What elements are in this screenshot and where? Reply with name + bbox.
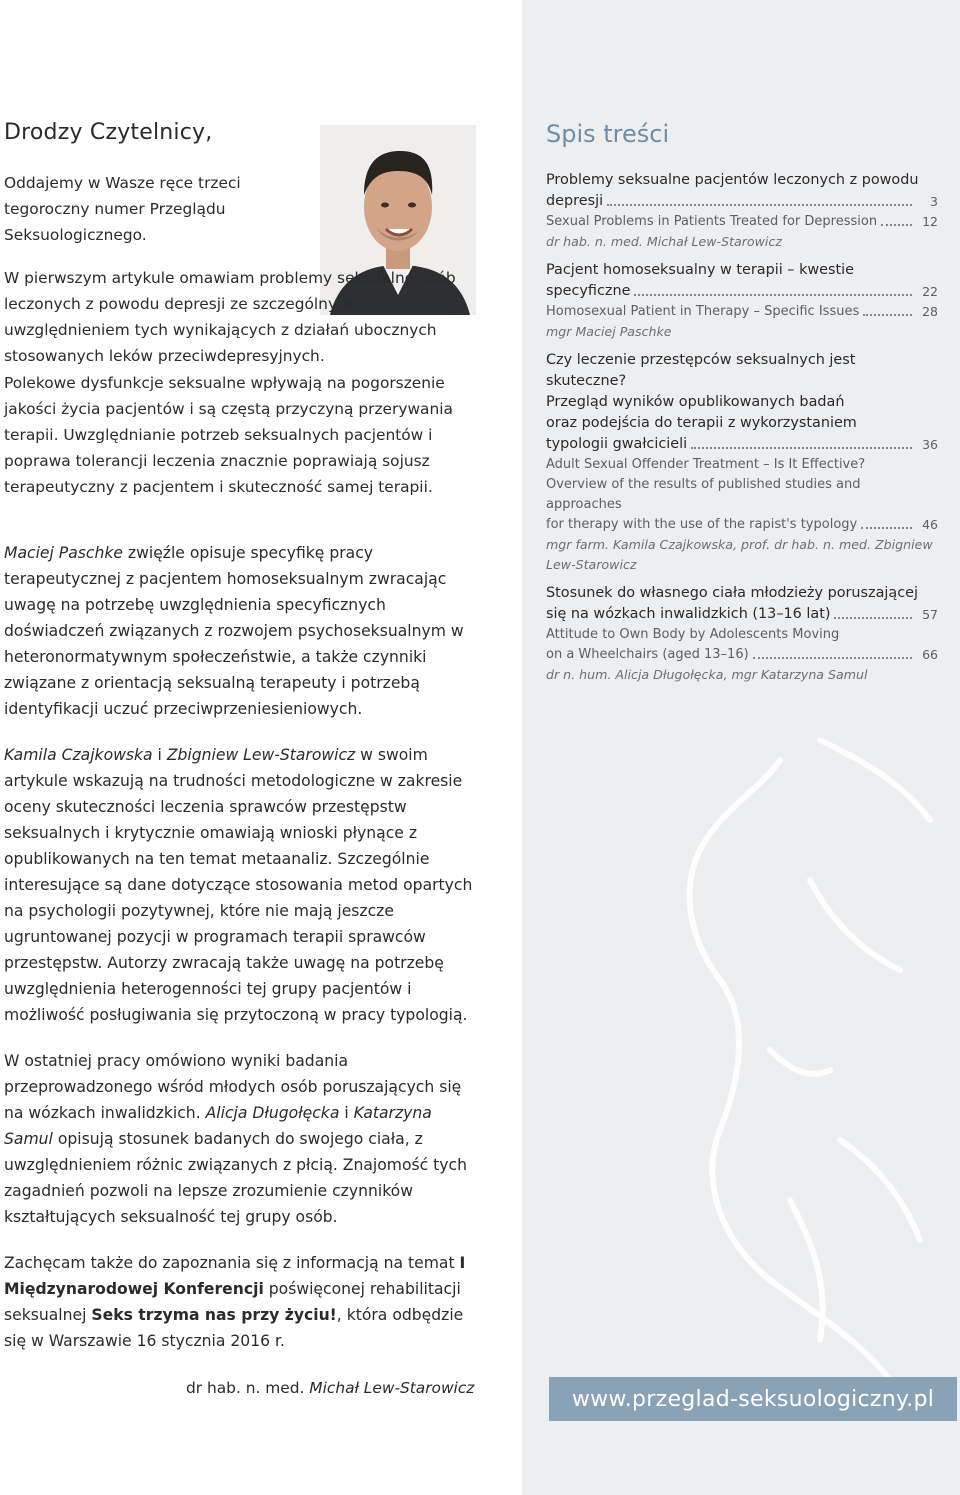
toc-en-line: [546, 645, 938, 665]
dot-leader: [753, 657, 912, 659]
paschke-paragraph: [4, 540, 476, 722]
website-link[interactable]: www.przeglad-seksuologiczny.pl: [549, 1377, 957, 1421]
conjunction: i: [152, 746, 167, 764]
toc-page-number: 22: [922, 284, 938, 299]
toc-pl-title: oraz podejścia do terapii z wykorzystaniem: [546, 415, 857, 431]
toc-pl-title: Problemy seksualne pacjentów leczonych z powodu: [546, 172, 919, 188]
toc-pl-title-last: depresji: [546, 193, 604, 209]
conference-paragraph: [4, 1250, 476, 1354]
toc-page-number: 3: [930, 194, 938, 209]
toc-en-title: Homosexual Patient in Therapy – Specific Issues: [546, 304, 860, 319]
toc-title: Spis treści: [546, 120, 670, 148]
toc-en-title: Adult Sexual Offender Treatment – Is It Effective?: [546, 457, 866, 472]
signature-name: Michał Lew-Starowicz: [309, 1379, 475, 1397]
toc-pl-title: Przegląd wyników opublikowanych badań: [546, 394, 845, 410]
toc-pl-line: [546, 281, 938, 302]
toc-pl-title: Pacjent homoseksualny w terapii – kwestie: [546, 262, 855, 278]
toc-pl-line: [546, 191, 938, 212]
toc-en-line: [546, 515, 938, 535]
toc-page-number: 66: [922, 647, 938, 662]
toc-entry[interactable]: [546, 350, 938, 575]
toc-pl-title-last: typologii gwałcicieli: [546, 436, 688, 452]
toc-pl-line: [546, 604, 938, 625]
toc-page-number: 46: [922, 517, 938, 532]
author-name: Zbigniew Lew-Starowicz: [166, 746, 356, 764]
toc-panel: [522, 0, 960, 1495]
dot-leader: [834, 617, 912, 619]
dot-leader: [634, 294, 912, 296]
toc-pl-title: Czy leczenie przestępców seksualnych jest skuteczne?: [546, 352, 856, 389]
toc-pl-title-last: specyficzne: [546, 283, 631, 299]
paragraph-text: poświęconej rehabilitacji seksualnej: [4, 1280, 461, 1324]
toc-en-line: [546, 302, 938, 322]
toc-page-number: 36: [922, 437, 938, 452]
toc-authors: Lew-Starowicz: [546, 557, 637, 572]
dot-leader: [861, 527, 912, 529]
toc-en-title: Overview of the results of published studies and approaches: [546, 477, 861, 512]
dot-leader: [863, 314, 912, 316]
toc-entry[interactable]: [546, 583, 938, 685]
campaign-name: Seks trzyma nas przy życiu!: [91, 1306, 337, 1324]
toc-page-number: 57: [922, 607, 938, 622]
toc-en-title-last: for therapy with the use of the rapist's typology: [546, 517, 858, 532]
conference-name: I Międzynarodowej Konferencji: [4, 1254, 466, 1298]
toc-en-line: [546, 212, 938, 232]
toc-pl-title: Stosunek do własnego ciała młodzieży poruszającej: [546, 585, 918, 601]
toc-authors: dr n. hum. Alicja Długołęcka, mgr Katarzyna Samul: [546, 667, 868, 682]
dot-leader: [691, 447, 912, 449]
conjunction: i: [339, 1104, 354, 1122]
author-name: Maciej Paschke: [4, 544, 123, 562]
toc-pl-title-last: się na wózkach inwalidzkich (13–16 lat): [546, 606, 831, 622]
dot-leader: [881, 224, 912, 226]
toc-authors: mgr farm. Kamila Czajkowska, prof. dr hab. n. med. Zbigniew: [546, 537, 933, 552]
table-of-contents: [546, 170, 938, 685]
paragraph-text: , która odbędzie się w Warszawie 16 stycznia 2016 r.: [4, 1306, 464, 1350]
paragraph-text: W ostatniej pracy omówiono wyniki badania przeprowadzonego wśród młodych osób poruszających się na wózkach inwalidzkich.: [4, 1052, 462, 1122]
toc-en-title: Sexual Problems in Patients Treated for Depression: [546, 214, 878, 229]
author-name: Katarzyna Samul: [4, 1104, 432, 1148]
wheelchair-paragraph: [4, 1048, 476, 1230]
signature: [186, 1379, 474, 1397]
toc-page-number: 12: [922, 214, 938, 229]
author-name: Alicja Długołęcka: [205, 1104, 340, 1122]
intro-paragraph: Oddajemy w Wasze ręce trzeci tegoroczny numer Przeglądu Seksuologicznego.: [4, 174, 241, 244]
toc-en-title: Attitude to Own Body by Adolescents Moving: [546, 627, 840, 642]
greeting-heading: Drodzy Czytelnicy,: [4, 120, 213, 145]
toc-entry[interactable]: [546, 170, 938, 252]
toc-authors: dr hab. n. med. Michał Lew-Starowicz: [546, 234, 782, 249]
first-article-text: W pierwszym artykule omawiam problemy seksualne osób leczonych z powodu depresji ze szczególnym uwzględnieniem tych wynikających z działań ubocznych stosowanych leków przeciwdepresyjnych.: [4, 269, 456, 365]
toc-authors: mgr Maciej Paschke: [546, 324, 672, 339]
czajkowska-paragraph: [4, 742, 476, 1028]
toc-pl-line: [546, 434, 938, 455]
paragraph-text: Zachęcam także do zapoznania się z informacją na temat: [4, 1254, 460, 1272]
side-effects-paragraph: Polekowe dysfunkcje seksualne wpływają na pogorszenie jakości życia pacjentów i są częstą przyczyną przerywania terapii. Uwzględnianie potrzeb seksualnych pacjentów i poprawa tolerancji leczenia znacznie poprawiają sojusz terapeutyczny z pacjentem i skuteczność samej terapii.: [4, 374, 453, 496]
author-name: Kamila Czajkowska: [4, 746, 153, 764]
dot-leader: [607, 204, 912, 206]
paragraph-text: w swoim artykule wskazują na trudności metodologiczne w zakresie oceny skuteczności leczenia sprawców przestępstw seksualnych i krytycznie omawiają wnioski płynące z opublikowanych na ten temat metaanaliz. Szczególnie interesujące są dane dotyczące stosowania metod opartych na psychologii pozytywnej, które nie mają jeszcze ugruntowanej pozycji w programach terapii sprawców przestępstw. Autorzy zwracają także uwagę na potrzebę uwzględnienia heterogenności tej grupy pacjentów i możliwość posługiwania się przytoczoną w pracy typologią.: [4, 746, 473, 1024]
toc-en-title-last: on a Wheelchairs (aged 13–16): [546, 647, 749, 662]
toc-page-number: 28: [922, 304, 938, 319]
signature-title: dr hab. n. med.: [186, 1379, 310, 1397]
toc-entry[interactable]: [546, 260, 938, 342]
paragraph-text: zwięźle opisuje specyfikę pracy terapeutycznej z pacjentem homoseksualnym zwracając uwagę na potrzebę uwzględnienia specyficznych doświadczeń związanych z rozwojem psychoseksualnym w heteronormatywnym społeczeństwie, a także czynniki związane z orientacją seksualną terapeuty i potrzebą identyfikacji uczuć przeciwprzeniesieniowych.: [4, 544, 464, 718]
torso-line-drawing-icon: [660, 720, 960, 1380]
paragraph-text: opisują stosunek badanych do swojego ciała, z uwzględnieniem różnic związanych z płcią. Znajomość tych zagadnień pozwoli na lepsze zrozumienie czynników kształtujących seksualność tej grupy osób.: [4, 1130, 467, 1226]
first-article-paragraph: [4, 265, 476, 369]
